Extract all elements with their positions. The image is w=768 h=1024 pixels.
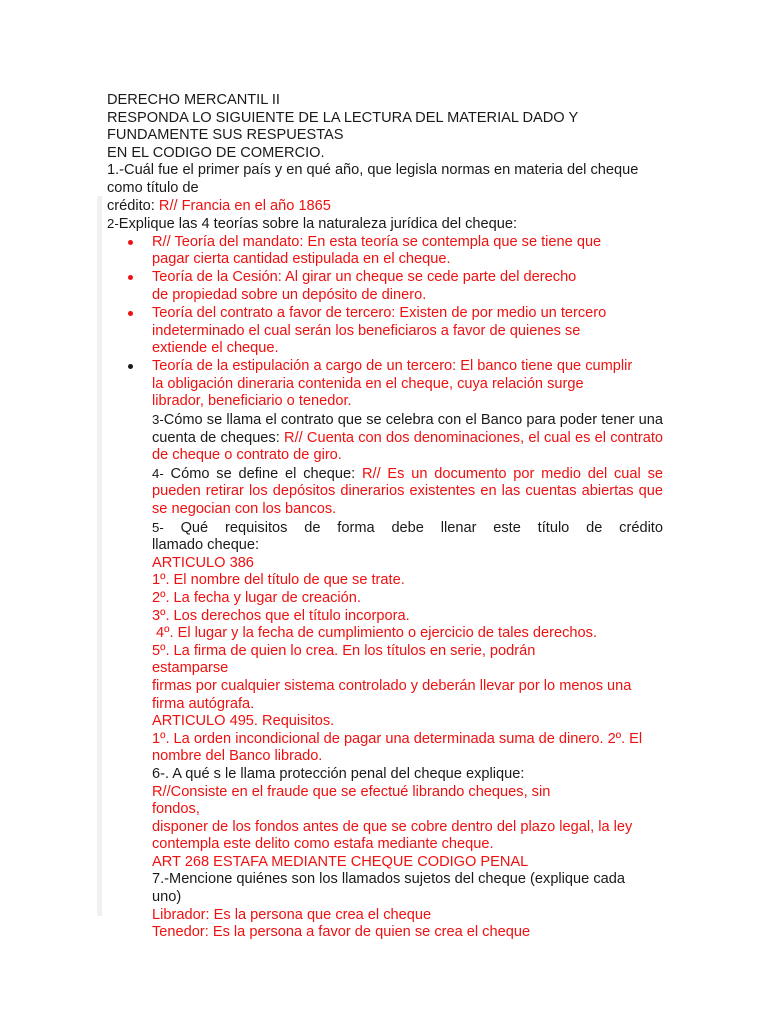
question-6-answer-line-1: R//Consiste en el fraude que se efectué librando cheques, sin	[152, 783, 551, 800]
bullet-icon	[128, 240, 133, 245]
question-1-line-2: como título de	[107, 179, 199, 196]
question-7-answer-librador: Librador: Es la persona que crea el cheque	[152, 906, 432, 923]
article-495-line-2: nombre del Banco librado.	[152, 748, 323, 765]
question-1-answer: R// Francia en el año 1865	[158, 197, 331, 214]
question-4-text: Cómo se define el cheque:	[170, 465, 356, 482]
document-page	[107, 92, 663, 942]
requirement-5-line-2: estamparse	[152, 660, 229, 677]
requirement-4: 4º. El lugar y la fecha de cumplimiento o ejercicio de tales derechos.	[152, 625, 597, 642]
article-495-line-1: 1º. La orden incondicional de pagar una determinada suma de dinero. 2º. El	[152, 730, 643, 747]
question-3-text: Cómo se llama el contrato que se celebra con el Banco para poder tener una cuenta de cheques:	[152, 412, 663, 446]
list-item: Teoría de la estipulación a cargo de un tercero: El banco tiene que cumplir la obligación dineraria contenida en el cheque, cuya relación surge librador, beneficiario o tenedor.	[152, 358, 663, 411]
question-5	[152, 519, 663, 766]
question-6	[152, 766, 663, 872]
question-1-answer-line	[107, 198, 663, 216]
question-7-line-2: uno)	[152, 889, 182, 906]
question-5-text: Qué requisitos de forma debe llenar este título de crédito	[180, 519, 663, 536]
question-3	[152, 411, 663, 465]
requirement-5-line-3: firmas por cualquier sistema controlado y deberán llevar por lo menos una	[152, 677, 632, 694]
question-3-number: 3-	[152, 412, 164, 428]
bullet-icon	[128, 275, 133, 280]
requirement-1: 1º. El nombre del título de que se trate.	[152, 572, 405, 589]
question-7-line-1: 7.-Mencione quiénes son los llamados sujetos del cheque (explique cada	[152, 871, 625, 888]
requirement-5-line-4: firma autógrafa.	[152, 695, 255, 712]
question-4-answer: R// Es un documento por medio del cual se pueden retirar los depósitos dinerarios existentes en las cuentas abiertas que se negocian con los bancos.	[152, 465, 663, 518]
article-495-heading: ARTICULO 495. Requisitos.	[152, 713, 335, 730]
question-6-answer-line-2: fondos,	[152, 801, 200, 818]
requirement-3: 3º. Los derechos que el título incorpora.	[152, 607, 410, 624]
question-6-article: ART 268 ESTAFA MEDIANTE CHEQUE CODIGO PENAL	[152, 853, 529, 870]
list-item: R// Teoría del mandato: En esta teoría se contempla que se tiene que pagar cierta cantidad estipulada en el cheque.	[152, 234, 663, 269]
question-6-answer-line-3: disponer de los fondos antes de que se cobre dentro del plazo legal, la ley	[152, 818, 633, 835]
doc-instruction-line-3: EN EL CODIGO DE COMERCIO.	[107, 144, 325, 161]
question-1-line-1: 1.-Cuál fue el primer país y en qué año, que legisla normas en materia del cheque	[107, 162, 639, 179]
requirement-2: 2º. La fecha y lugar de creación.	[152, 589, 361, 606]
question-3-answer: R// Cuenta con dos denominaciones, el cual es el contrato de cheque o contrato de giro.	[152, 429, 663, 464]
question-4-number: 4-	[152, 465, 164, 481]
question-7	[152, 871, 663, 941]
question-4	[152, 465, 663, 519]
article-386-heading: ARTICULO 386	[152, 554, 254, 571]
bullet-icon	[128, 364, 133, 369]
doc-instruction-line-1: RESPONDA LO SIGUIENTE DE LA LECTURA DEL MATERIAL DADO Y	[107, 109, 579, 126]
bullet-icon	[128, 311, 133, 316]
question-6-text: 6-. A qué s le llama protección penal del cheque explique:	[152, 765, 525, 782]
doc-title: DERECHO MERCANTIL II	[107, 92, 280, 108]
question-5-line-2: llamado cheque:	[152, 537, 260, 554]
theories-list	[107, 234, 663, 411]
question-2-text: Explique las 4 teorías sobre la naturaleza jurídica del cheque:	[118, 216, 518, 233]
list-item: Teoría del contrato a favor de tercero: Existen de por medio un tercero indeterminado el cual serán los beneficiaros a favor de quienes se extiende el cheque.	[152, 305, 663, 358]
requirement-5-line-1: 5º. La firma de quien lo crea. En los títulos en serie, podrán	[152, 642, 536, 659]
question-2-number: 2-	[107, 216, 119, 232]
question-5-number: 5-	[152, 519, 164, 535]
question-2	[107, 215, 663, 234]
list-item: Teoría de la Cesión: Al girar un cheque se cede parte del derecho de propiedad sobre un depósito de dinero.	[152, 269, 663, 304]
margin-marker	[97, 196, 102, 916]
question-6-answer-line-4: contempla este delito como estafa mediante cheque.	[152, 836, 494, 853]
question-5-line-1	[152, 519, 663, 538]
doc-instruction-line-2: FUNDAMENTE SUS RESPUESTAS	[107, 127, 344, 144]
question-7-answer-tenedor: Tenedor: Es la persona a favor de quien se crea el cheque	[152, 924, 531, 941]
question-1-label: crédito:	[107, 197, 155, 214]
